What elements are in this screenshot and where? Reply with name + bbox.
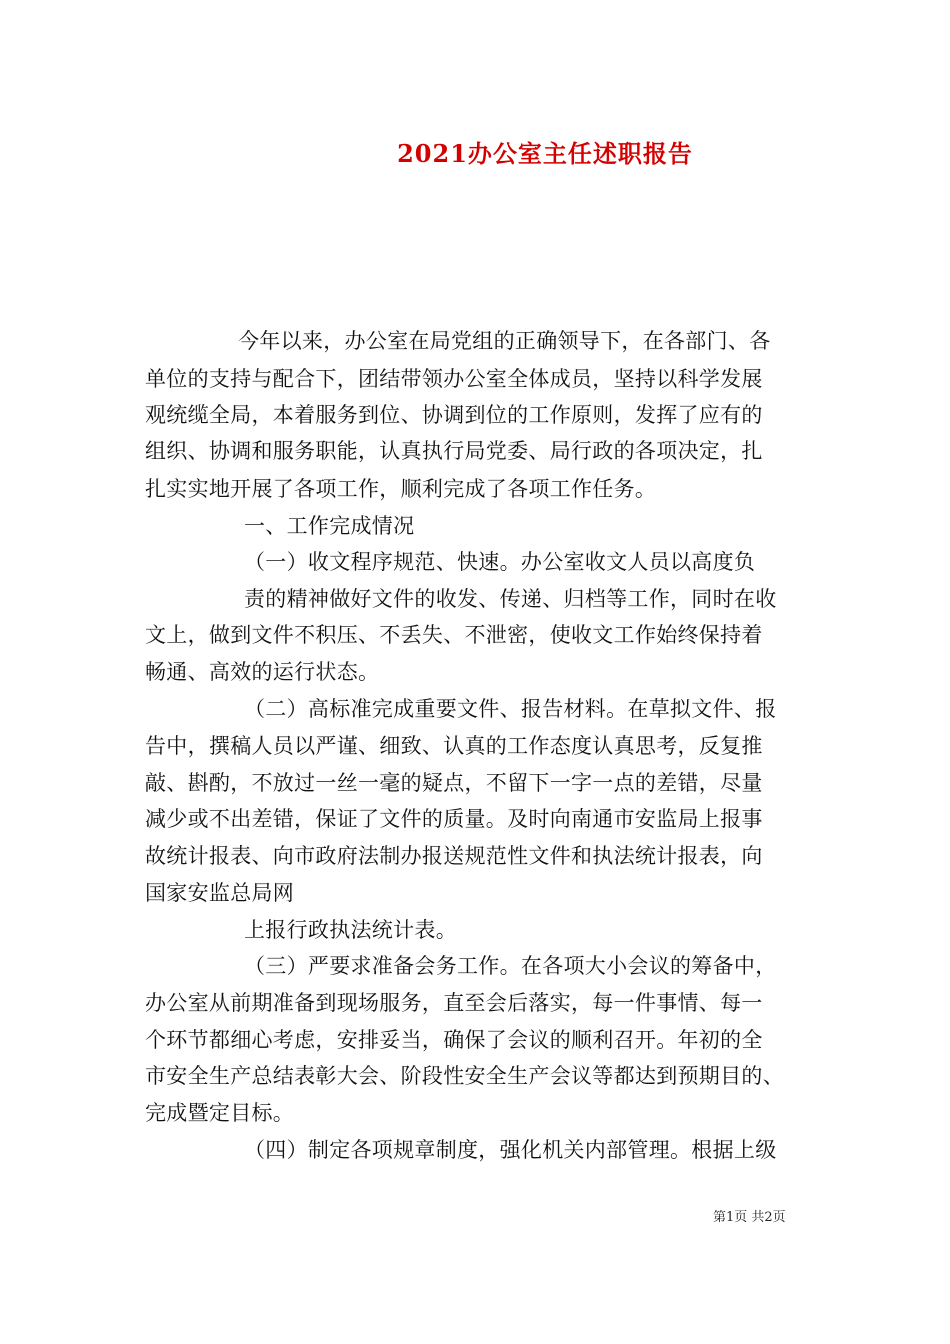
body-line: 办公室从前期准备到现场服务，直至会后落实，每一件事情、每一 bbox=[145, 991, 763, 1015]
body-line: 敲、斟酌，不放过一丝一毫的疑点，不留下一字一点的差错，尽量 bbox=[145, 771, 763, 795]
body-line: 单位的支持与配合下，团结带领办公室全体成员，坚持以科学发展 bbox=[145, 367, 763, 391]
page-title: 2021办公室主任述职报告 bbox=[397, 139, 693, 168]
body-line: 观统缆全局，本着服务到位、协调到位的工作原则，发挥了应有的 bbox=[145, 403, 763, 427]
body-line: 文上，做到文件不积压、不丢失、不泄密，使收文工作始终保持着 bbox=[145, 623, 763, 647]
body-line: （四）制定各项规章制度，强化机关内部管理。根据上级 bbox=[244, 1138, 777, 1162]
body-line: 完成暨定目标。 bbox=[145, 1101, 295, 1125]
body-line: 扎实实地开展了各项工作，顺利完成了各项工作任务。 bbox=[145, 477, 657, 501]
body-line: 今年以来，办公室在局党组的正确领导下，在各部门、各 bbox=[238, 329, 771, 353]
body-line: （一）收文程序规范、快速。办公室收文人员以高度负 bbox=[244, 550, 756, 574]
body-line: 减少或不出差错，保证了文件的质量。及时向南通市安监局上报事 bbox=[145, 807, 763, 831]
body-line: 上报行政执法统计表。 bbox=[244, 918, 457, 942]
body-line: 组织、协调和服务职能，认真执行局党委、局行政的各项决定，扎 bbox=[145, 439, 763, 463]
body-line: 国家安监总局网 bbox=[145, 881, 295, 905]
body-line: 市安全生产总结表彰大会、阶段性安全生产会议等都达到预期目的、 bbox=[145, 1064, 784, 1088]
body-line: 告中，撰稿人员以严谨、细致、认真的工作态度认真思考，反复推 bbox=[145, 734, 763, 758]
body-line: （三）严要求准备会务工作。在各项大小会议的筹备中， bbox=[244, 954, 777, 978]
body-line: 故统计报表、向市政府法制办报送规范性文件和执法统计报表，向 bbox=[145, 844, 763, 868]
section-heading: 一、工作完成情况 bbox=[244, 514, 415, 538]
page-number-footer: 第1页 共2页 bbox=[713, 1210, 786, 1225]
body-line: 畅通、高效的运行状态。 bbox=[145, 660, 380, 684]
body-line: 个环节都细心考虑，安排妥当，确保了会议的顺利召开。年初的全 bbox=[145, 1028, 763, 1052]
body-line: 责的精神做好文件的收发、传递、归档等工作，同时在收 bbox=[244, 587, 777, 611]
body-line: （二）高标准完成重要文件、报告材料。在草拟文件、报 bbox=[244, 697, 777, 721]
